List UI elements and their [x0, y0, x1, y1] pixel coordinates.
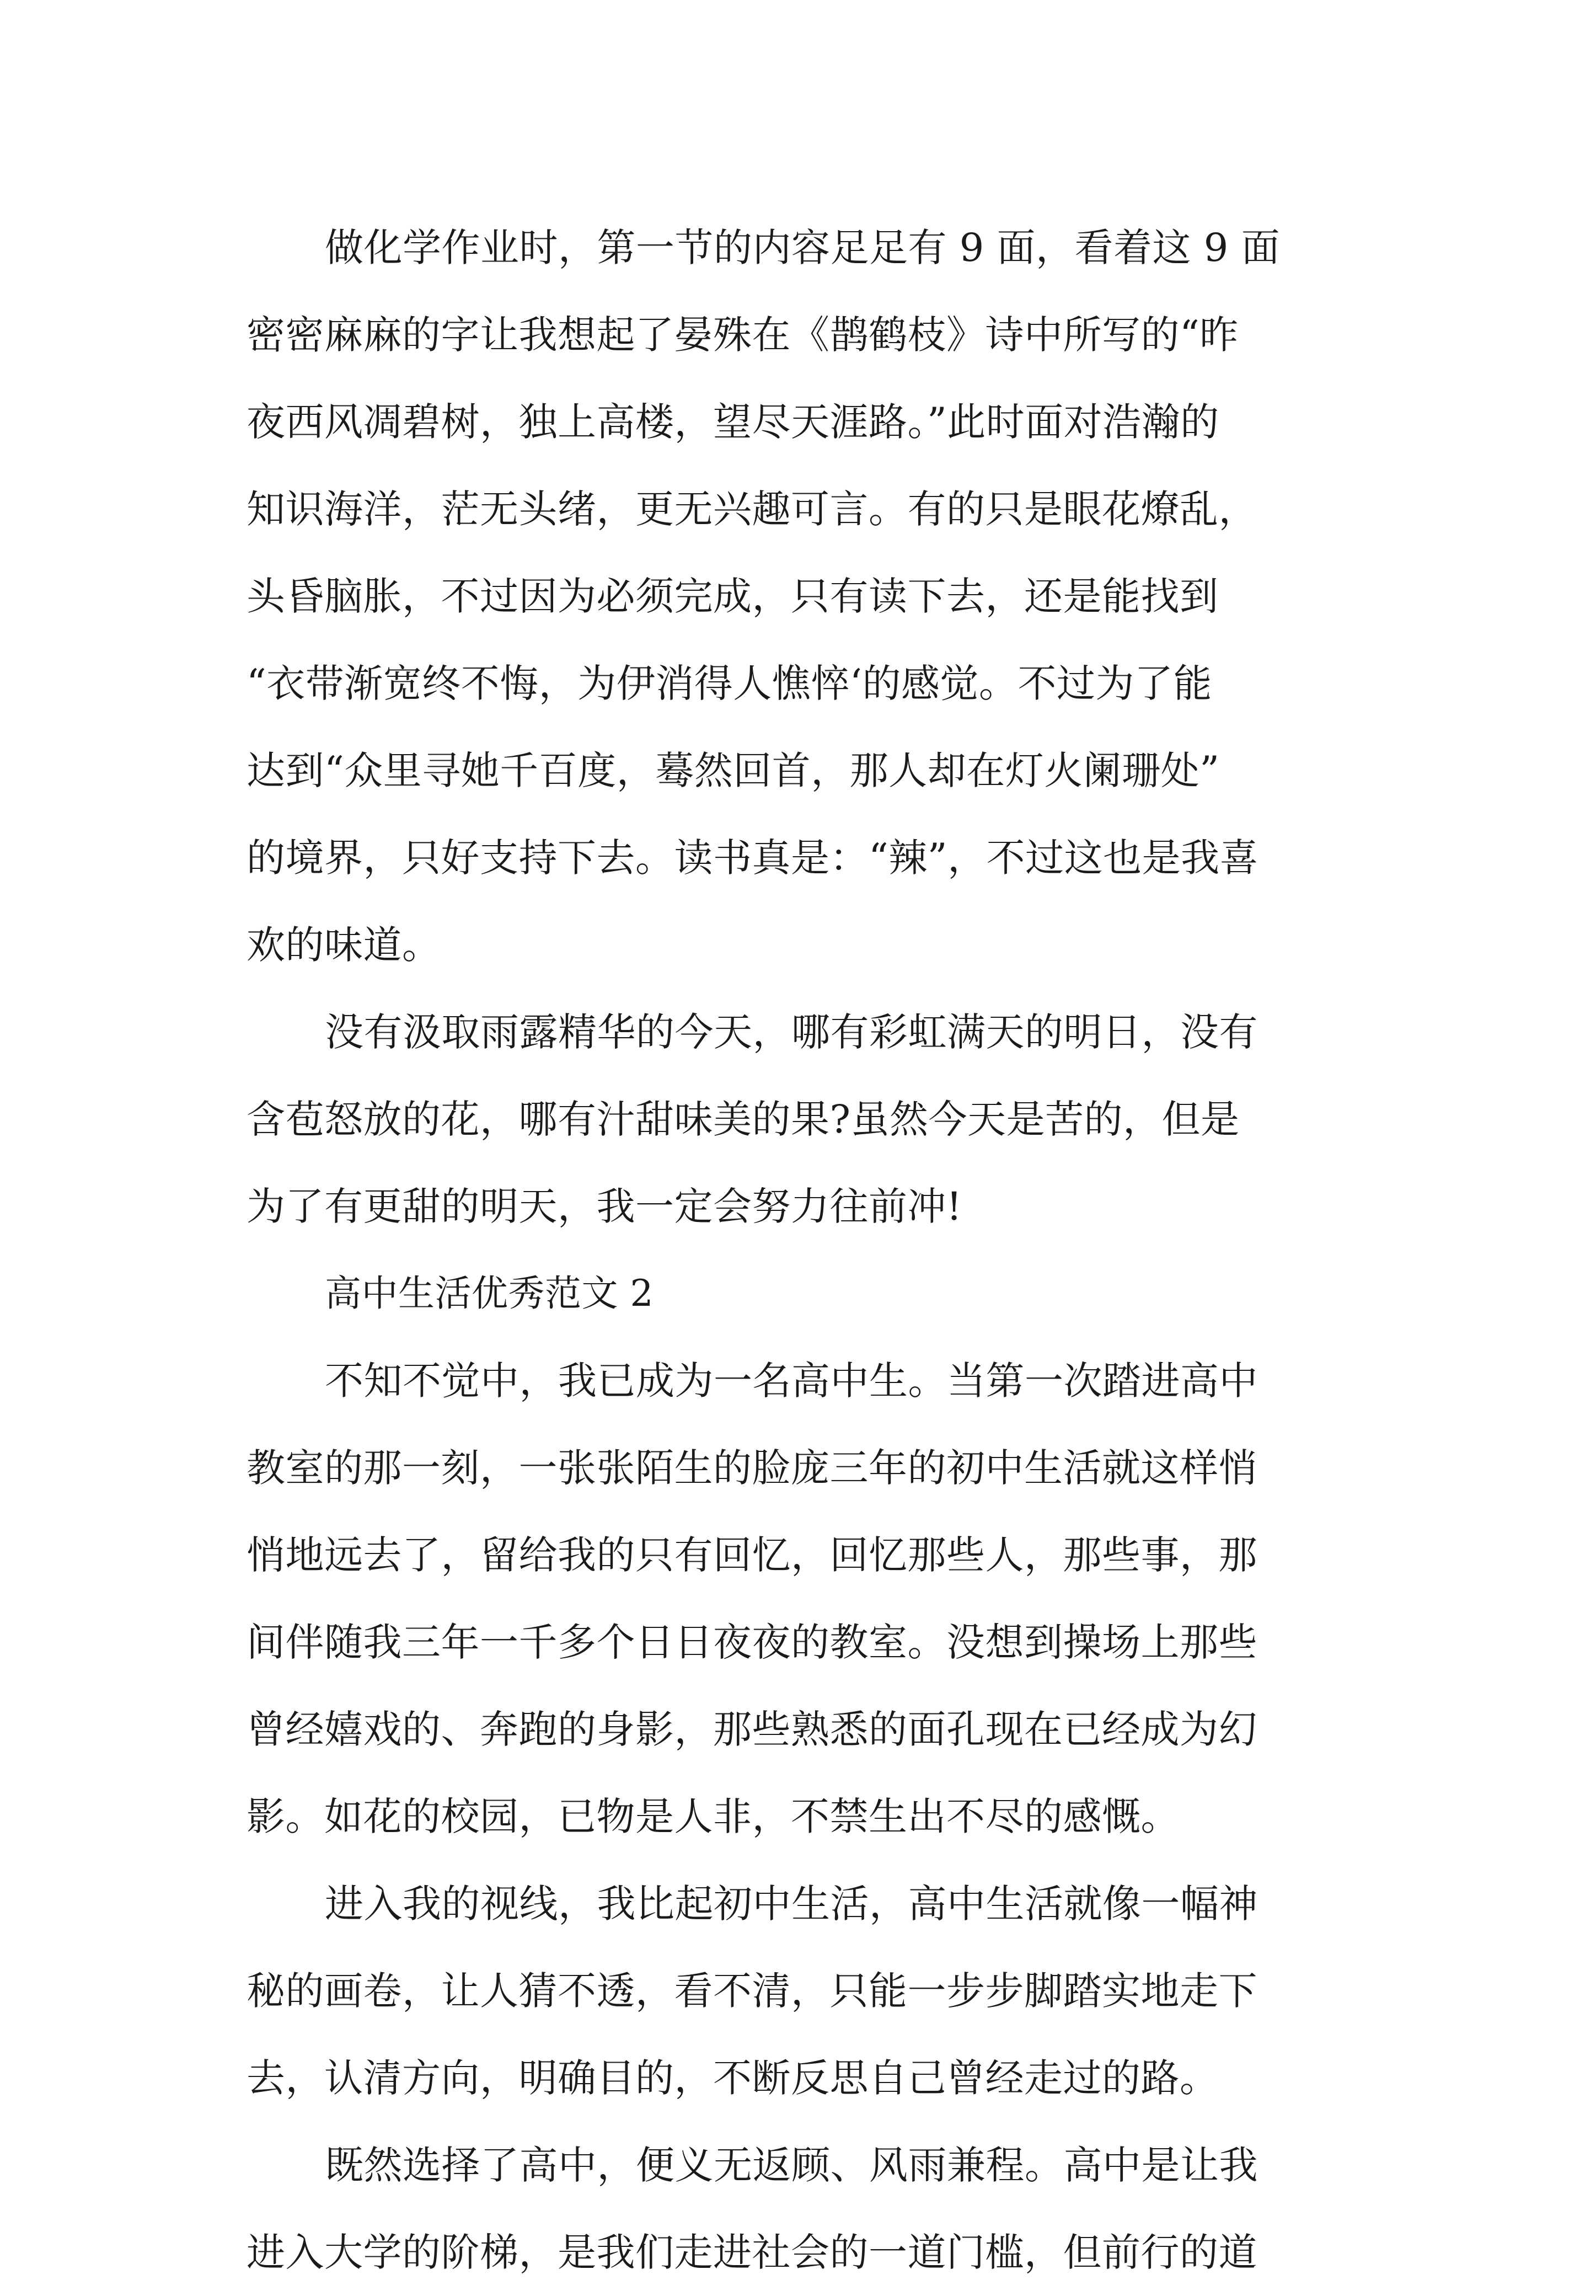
text-line: “衣带渐宽终不悔，为伊消得人憔悴‘的感觉。不过为了能 — [247, 661, 1213, 706]
text-line: 悄地远去了，留给我的只有回忆，回忆那些人，那些事，那 — [247, 1533, 1257, 1578]
paragraph-choice — [247, 2122, 1374, 2296]
text-line: 间伴随我三年一千多个日日夜夜的教室。没想到操场上那些 — [247, 1620, 1257, 1665]
text-line: 曾经嬉戏的、奔跑的身影，那些熟悉的面孔现在已经成为幻 — [247, 1707, 1257, 1752]
text-line: 夜西风凋碧树，独上高楼，望尽天涯路。”此时面对浩瀚的 — [247, 399, 1219, 445]
text-line: 密密麻麻的字让我想起了晏殊在《鹊鹤枝》诗中所写的“昨 — [247, 312, 1239, 357]
text-line: 不知不觉中，我已成为一名高中生。当第一次踏进高中 — [325, 1358, 1258, 1403]
paragraph-tomorrow — [247, 989, 1374, 1250]
text-line: 进入我的视线，我比起初中生活，高中生活就像一幅神 — [325, 1881, 1258, 1926]
text-line: 去，认清方向，明确目的，不断反思自己曾经走过的路。 — [247, 2055, 1219, 2101]
text-line: 没有汲取雨露精华的今天，哪有彩虹满天的明日，没有 — [325, 1010, 1258, 1055]
text-line: 教室的那一刻，一张张陌生的脸庞三年的初中生活就这样悄 — [247, 1445, 1257, 1491]
text-line: 秘的画卷，让人猜不透，看不清，只能一步步脚踏实地走下 — [247, 1968, 1257, 2014]
heading-text: 高中生活优秀范文 2 — [325, 1272, 654, 1315]
document-body — [247, 204, 1374, 2296]
paragraph-homework — [247, 204, 1374, 989]
text-line: 含苞怒放的花，哪有汁甜味美的果?虽然今天是苦的，但是 — [247, 1097, 1240, 1142]
text-line: 影。如花的校园，已物是人非，不禁生出不尽的感慨。 — [247, 1794, 1180, 1839]
paragraph-new-student — [247, 1337, 1374, 1860]
text-line: 进入大学的阶梯，是我们走进社会的一道门槛，但前行的道 — [247, 2230, 1257, 2275]
text-line: 的境界，只好支持下去。读书真是：“辣”，不过这也是我喜 — [247, 835, 1259, 880]
text-line: 头昏脑胀，不过因为必须完成，只有读下去，还是能找到 — [247, 574, 1219, 619]
text-line: 既然选择了高中，便义无返顾、风雨兼程。高中是让我 — [325, 2143, 1258, 2188]
text-line: 欢的味道。 — [247, 922, 441, 968]
text-line: 为了有更甜的明天，我一定会努力往前冲! — [247, 1184, 962, 1229]
text-line: 达到“众里寻她千百度，蓦然回首，那人却在灯火阑珊处” — [247, 748, 1220, 793]
paragraph-scroll — [247, 1860, 1374, 2122]
text-line: 知识海洋，茫无头绪，更无兴趣可言。有的只是眼花燎乱， — [247, 487, 1257, 532]
section-heading — [247, 1250, 1374, 1337]
text-line: 做化学作业时，第一节的内容足足有 9 面，看着这 9 面 — [325, 225, 1281, 270]
